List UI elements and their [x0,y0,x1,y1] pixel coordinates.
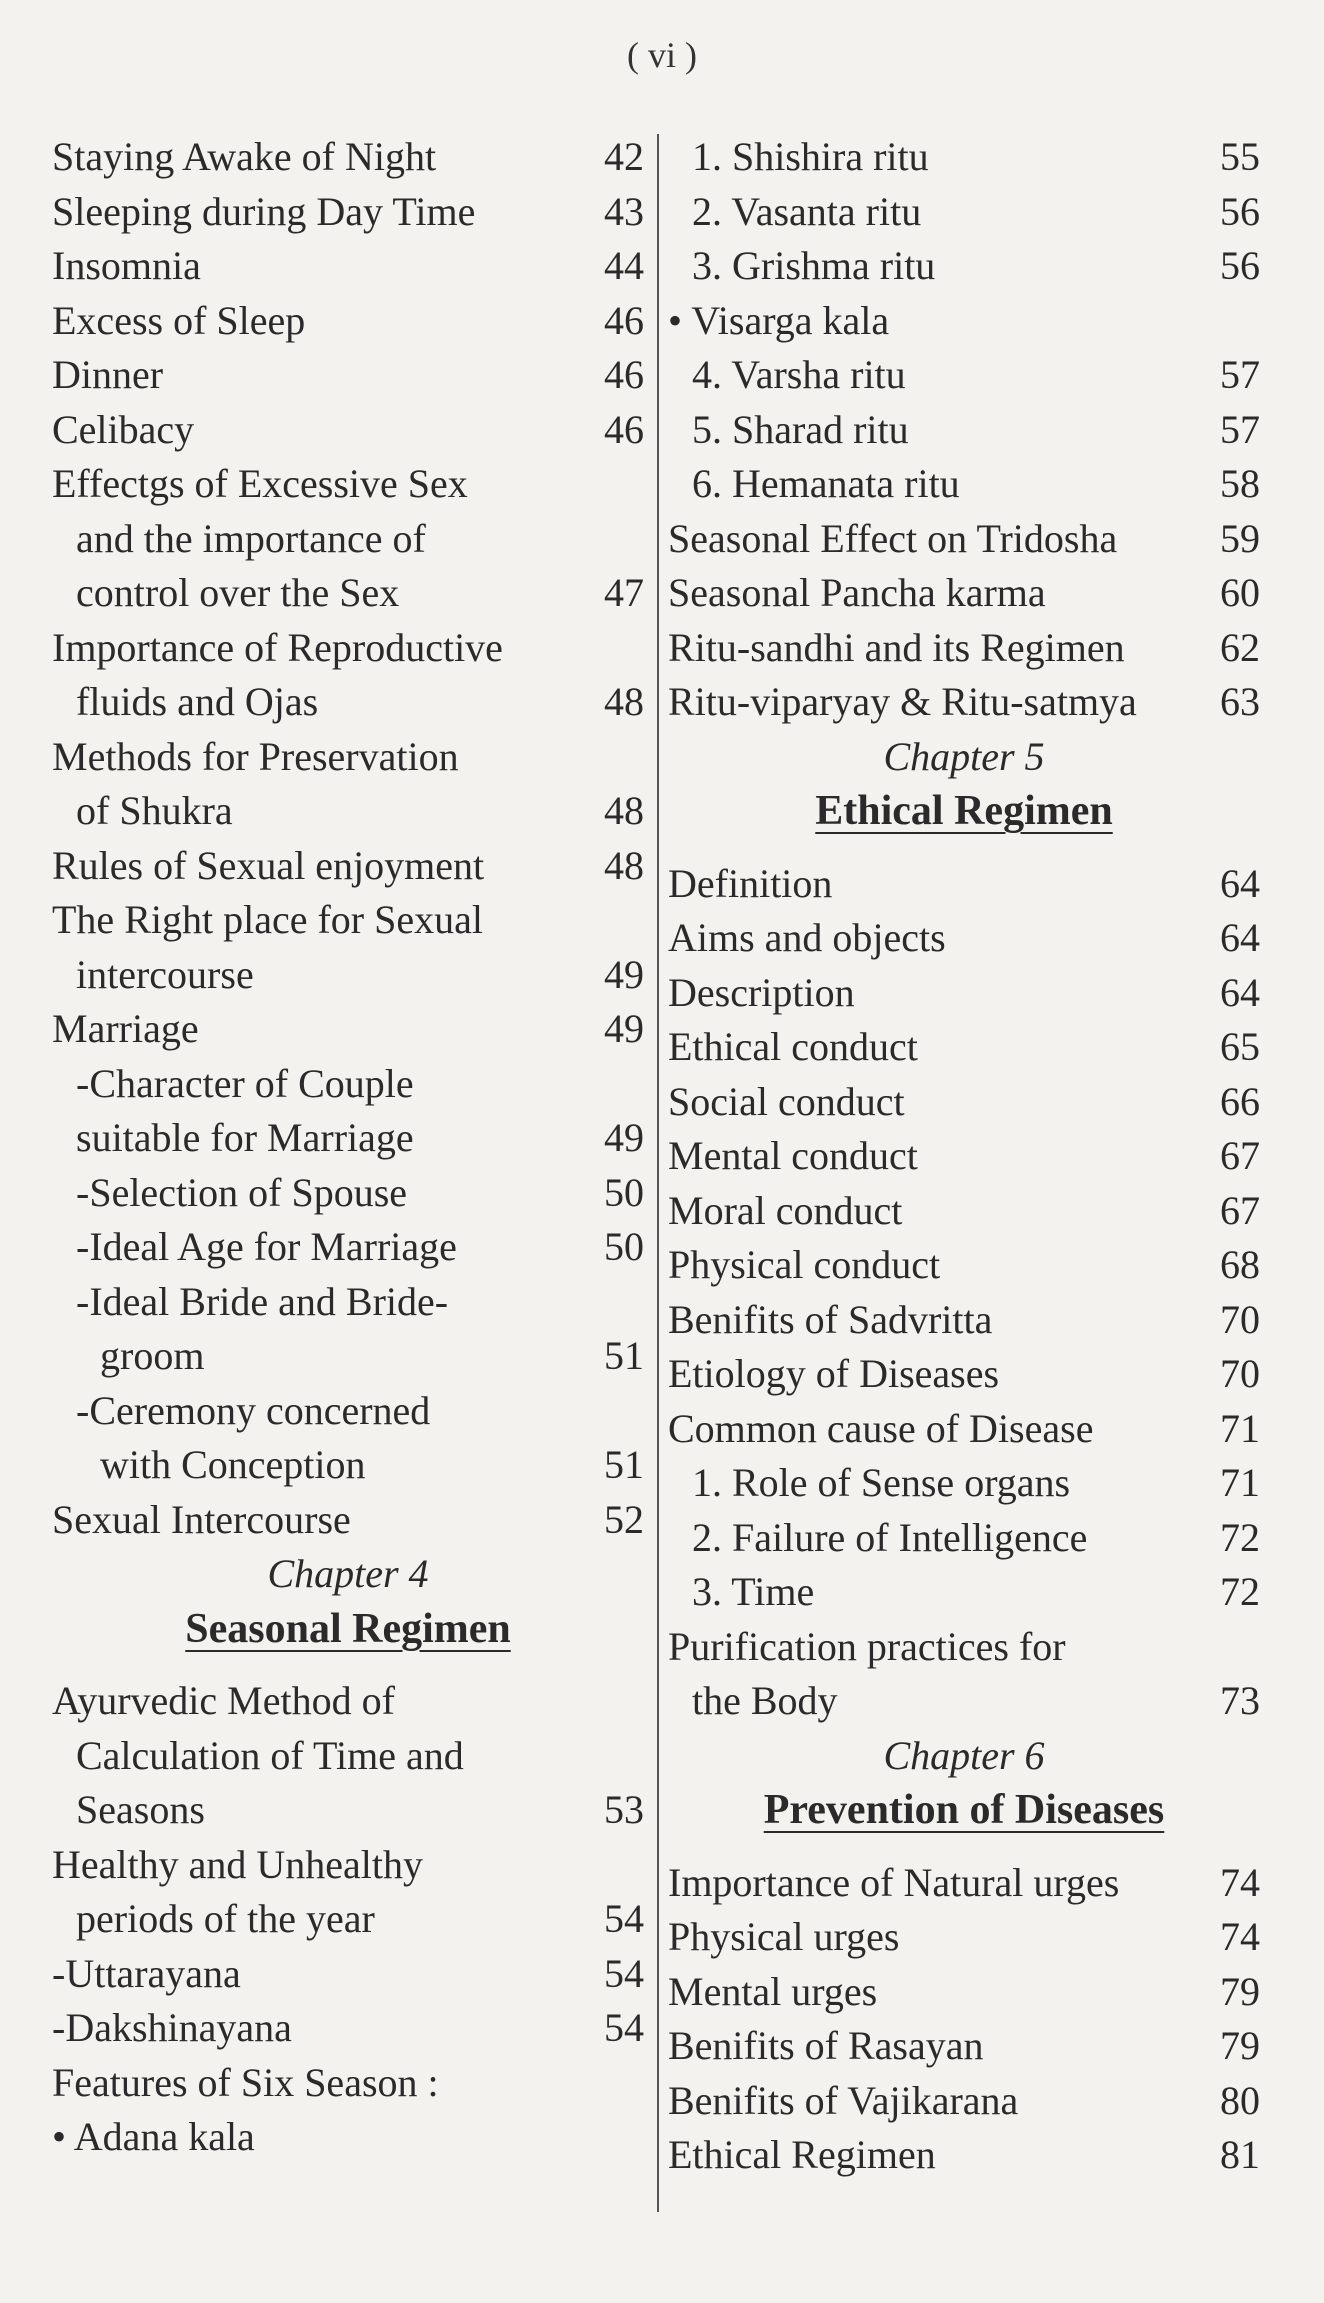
toc-entry [52,893,644,948]
toc-entry-title: Physical conduct [668,1242,941,1287]
toc-entry [52,1892,644,1947]
toc-entry-title: Aims and objects [668,915,946,960]
section-gap [668,1838,1260,1856]
toc-entry-page: 42 [604,134,644,179]
toc-entry-page: 58 [1220,461,1260,506]
toc-entry-title: Marriage [52,1006,199,1051]
toc-entry [668,239,1260,294]
toc-entry-title: -Ideal Age for Marriage [76,1224,457,1269]
toc-entry-title: 1. Shishira ritu [692,134,929,179]
toc-entry-title: • Adana kala [52,2114,255,2159]
toc-entry-page: 44 [604,243,644,288]
toc-entry-title: -Ceremony concerned [76,1387,431,1433]
toc-entry [52,839,644,894]
toc-entry [668,966,1260,1021]
toc-entry-title: Moral conduct [668,1187,903,1233]
toc-entry [52,784,644,839]
toc-entry-title: -Ideal Bride and Bride- [76,1278,449,1324]
toc-entry-page: 57 [1220,406,1260,452]
section-gap [52,1656,644,1674]
toc-entry [668,1238,1260,1293]
toc-entry [52,1438,644,1493]
toc-entry-page: 60 [1220,570,1260,615]
toc-entry [52,1674,644,1729]
toc-entry [668,1511,1260,1566]
toc-entry-page: 79 [1220,2023,1260,2068]
toc-entry [668,1402,1260,1457]
toc-entry-title: Physical urges [668,1914,900,1959]
toc-entry [52,730,644,785]
toc-entry [52,2056,644,2111]
toc-entry-title: Effectgs of Excessive Sex [52,461,468,506]
toc-entry-page: 80 [1220,2077,1260,2123]
toc-entry-page: 67 [1220,1133,1260,1178]
toc-entry-page: 70 [1220,1296,1260,1342]
toc-entry-title: -Selection of Spouse [76,1169,408,1215]
toc-entry-title: • Visarga kala [668,297,890,343]
toc-entry [52,621,644,676]
toc-entry [52,512,644,567]
toc-left-column [52,130,644,2165]
toc-entry [668,1965,1260,2020]
toc-entry-page: 72 [1220,1569,1260,1614]
toc-entry [52,1838,644,1893]
toc-entry-title: Features of Six Season : [52,2059,439,2105]
toc-entry-title: Ethical conduct [668,1024,918,1069]
toc-entry [668,1910,1260,1965]
toc-entry [668,1347,1260,1402]
toc-entry [52,457,644,512]
toc-entry [52,185,644,240]
toc-entry [52,948,644,1003]
toc-entry-title: Insomnia [52,243,201,288]
toc-entry-title: 2. Vasanta ritu [692,188,922,234]
toc-entry-title: -Dakshinayana [52,2005,292,2050]
chapter-title-text: Seasonal Regimen [185,1605,511,1652]
toc-entry-page: 49 [604,1115,644,1160]
toc-entry-page: 81 [1220,2132,1260,2177]
toc-entry-page: 51 [604,1442,644,1487]
toc-entry [52,130,644,185]
toc-entry-page: 64 [1220,915,1260,960]
toc-entry-page: 53 [604,1787,644,1832]
toc-entry-page: 48 [604,788,644,833]
toc-entry-title: Benifits of Sadvritta [668,1296,993,1342]
toc-entry-page: 43 [604,188,644,234]
toc-entry [668,1184,1260,1239]
toc-entry-title: Etiology of Diseases [668,1351,1000,1396]
toc-entry-page: 48 [604,679,644,724]
toc-entry-title: Seasonal Effect on Tridosha [668,515,1118,561]
toc-entry-title: Importance of Reproductive [52,624,503,670]
toc-entry [52,1729,644,1784]
toc-entry-title: Methods for Preservation [52,733,459,779]
toc-entry [668,294,1260,349]
toc-entry-title: Dinner [52,352,164,397]
toc-entry [668,675,1260,730]
toc-entry [52,403,644,458]
toc-entry-title: Sleeping during Day Time [52,188,476,234]
toc-entry-title: Seasonal Pancha karma [668,570,1046,615]
toc-entry [668,1620,1260,1675]
toc-entry-title: 4. Varsha ritu [692,352,906,397]
toc-entry-page: 47 [604,570,644,615]
toc-entry-title: 6. Hemanata ritu [692,461,960,506]
toc-entry-page: 50 [604,1224,644,1269]
toc-entry-page: 54 [604,2005,644,2050]
toc-entry [668,457,1260,512]
chapter-label: Chapter 6 [883,1732,1045,1778]
chapter-title [668,1783,1260,1838]
toc-entry [668,2074,1260,2129]
chapter-title [52,1602,644,1657]
toc-entry [52,1384,644,1439]
toc-entry [668,911,1260,966]
toc-entry [52,2110,644,2165]
toc-entry-page: 56 [1220,243,1260,288]
section-gap [668,839,1260,857]
toc-entry [52,1220,644,1275]
toc-entry-title: Calculation of Time and [76,1732,464,1778]
toc-entry-title: Mental urges [668,1968,878,2014]
toc-entry-title: Celibacy [52,406,195,452]
toc-entry-title: Staying Awake of Night [52,134,437,179]
toc-entry-title: Ritu-sandhi and its Regimen [668,624,1125,670]
toc-entry [52,566,644,621]
toc-entry-title: Benifits of Vajikarana [668,2077,1019,2123]
chapter-title-text: Ethical Regimen [815,788,1113,834]
toc-right-column [668,130,1260,2183]
toc-entry-title: Importance of Natural urges [668,1859,1120,1905]
toc-entry [668,403,1260,458]
toc-entry [668,130,1260,185]
toc-entry-title: -Character of Couple [76,1060,414,1106]
toc-entry-title: Definition [668,860,833,906]
toc-entry [52,1947,644,2002]
toc-entry [52,1002,644,1057]
chapter-label: Chapter 4 [267,1551,429,1596]
toc-entry-page: 73 [1220,1678,1260,1723]
toc-entry [52,348,644,403]
toc-entry-page: 49 [604,1006,644,1051]
toc-entry-page: 66 [1220,1078,1260,1124]
toc-entry-title: Rules of Sexual enjoyment [52,842,485,888]
toc-entry [52,1111,644,1166]
toc-entry-title: groom [100,1333,205,1378]
toc-entry-page: 50 [604,1169,644,1215]
toc-entry-title: Healthy and Unhealthy [52,1841,423,1887]
toc-entry-title: Excess of Sleep [52,297,306,343]
toc-entry-title: Common cause of Disease [668,1405,1094,1451]
toc-entry [52,239,644,294]
toc-entry-page: 79 [1220,1968,1260,2014]
column-divider [657,134,659,2212]
toc-entry [52,294,644,349]
toc-entry-title: Description [668,969,855,1015]
toc-entry-title: and the importance of [76,515,426,561]
toc-entry [668,2128,1260,2183]
toc-entry [668,348,1260,403]
toc-entry [668,1856,1260,1911]
toc-entry-page: 55 [1220,134,1260,179]
toc-entry-page: 46 [604,352,644,397]
toc-entry [668,1129,1260,1184]
toc-entry-title: 3. Time [692,1569,815,1614]
toc-entry-page: 70 [1220,1351,1260,1396]
toc-entry-title: 3. Grishma ritu [692,243,936,288]
toc-entry-title: control over the Sex [76,570,400,615]
toc-entry [52,1275,644,1330]
toc-entry [668,621,1260,676]
toc-entry-title: Purification practices for [668,1623,1066,1669]
toc-entry [52,1783,644,1838]
toc-entry [668,512,1260,567]
toc-entry-page: 49 [604,951,644,997]
toc-entry [668,1565,1260,1620]
toc-entry-page: 71 [1220,1460,1260,1505]
toc-entry-title: intercourse [76,951,254,997]
toc-entry-page: 57 [1220,352,1260,397]
toc-entry-page: 63 [1220,679,1260,724]
toc-entry [668,857,1260,912]
toc-entry [668,1293,1260,1348]
toc-entry-page: 54 [604,1896,644,1941]
toc-entry-title: Mental conduct [668,1133,918,1178]
toc-entry [668,185,1260,240]
toc-entry-title: with Conception [100,1442,366,1487]
chapter-title-text: Prevention of Diseases [763,1787,1165,1833]
chapter-label: Chapter 5 [883,733,1045,779]
toc-entry-page: 65 [1220,1024,1260,1069]
toc-entry-page: 48 [604,842,644,888]
toc-entry-title: periods of the year [76,1896,375,1941]
toc-entry [668,1674,1260,1729]
toc-entry-page: 56 [1220,188,1260,234]
toc-entry-page: 74 [1220,1859,1260,1905]
toc-entry-title: The Right place for Sexual [52,897,483,942]
toc-entry-title: the Body [692,1678,838,1723]
toc-entry [52,1329,644,1384]
toc-entry-page: 72 [1220,1514,1260,1560]
toc-entry-title: Social conduct [668,1078,905,1124]
toc-entry [52,675,644,730]
toc-entry [668,1020,1260,1075]
toc-entry-page: 74 [1220,1914,1260,1959]
toc-entry-page: 68 [1220,1242,1260,1287]
toc-entry-title: 1. Role of Sense organs [692,1460,1071,1505]
toc-entry-title: -Uttarayana [52,1950,241,1996]
toc-entry-title: Ritu-viparyay & Ritu-satmya [668,679,1137,724]
toc-entry-page: 54 [604,1950,644,1996]
toc-entry [668,566,1260,621]
toc-entry [52,1166,644,1221]
toc-entry-page: 62 [1220,624,1260,670]
toc-entry [668,1456,1260,1511]
toc-entry-page: 59 [1220,515,1260,561]
toc-entry [668,1075,1260,1130]
toc-entry [52,2001,644,2056]
toc-entry-title: 2. Failure of Intelligence [692,1514,1088,1560]
toc-entry-page: 46 [604,406,644,452]
toc-entry-page: 64 [1220,969,1260,1015]
page-number: ( vi ) [627,35,697,75]
toc-entry-title: Benifits of Rasayan [668,2023,984,2068]
toc-entry-title: 5. Sharad ritu [692,406,909,452]
toc-entry [52,1493,644,1548]
toc-entry-title: of Shukra [76,788,233,833]
toc-entry-page: 46 [604,297,644,343]
toc-entry-title: Ayurvedic Method of [52,1678,395,1723]
toc-entry-title: Seasons [76,1787,205,1832]
chapter-title [668,784,1260,839]
toc-entry-title: Ethical Regimen [668,2132,936,2177]
toc-entry-page: 64 [1220,860,1260,906]
toc-entry-page: 71 [1220,1405,1260,1451]
toc-entry-title: Sexual Intercourse [52,1496,351,1542]
toc-entry-page: 67 [1220,1187,1260,1233]
toc-entry-page: 52 [604,1496,644,1542]
toc-entry-title: fluids and Ojas [76,679,319,724]
toc-entry-title: suitable for Marriage [76,1115,414,1160]
toc-entry [52,1057,644,1112]
toc-entry [668,2019,1260,2074]
toc-entry-page: 51 [604,1333,644,1378]
